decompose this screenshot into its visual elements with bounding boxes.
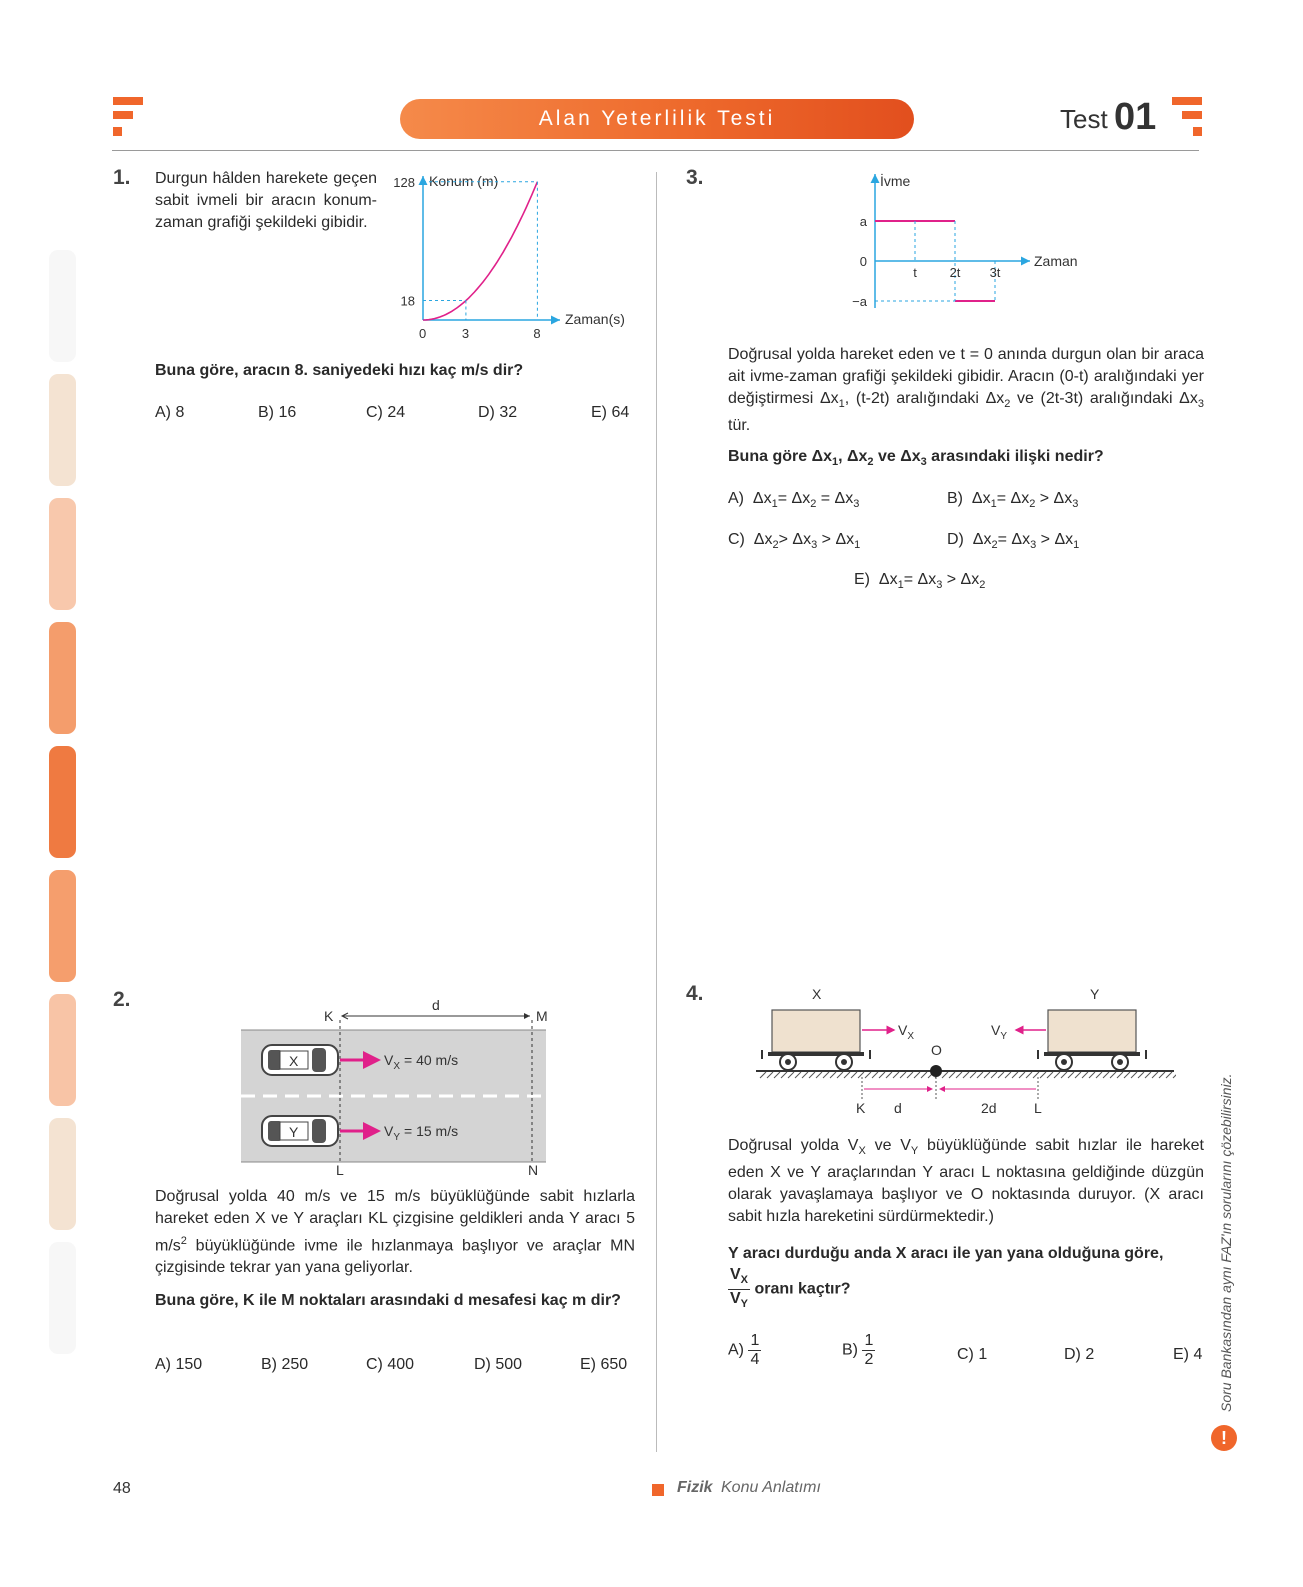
hatch-line xyxy=(1096,1072,1102,1078)
hatch-line xyxy=(893,1072,899,1078)
q1-x-label: Zaman(s) xyxy=(565,311,625,327)
q3-x-tick: t xyxy=(913,265,917,280)
hatch-line xyxy=(781,1072,787,1078)
q3-y-label: İvme xyxy=(880,173,911,189)
q4-option-c[interactable]: C) 1 xyxy=(957,1346,988,1363)
q2-option-d[interactable]: D) 500 xyxy=(474,1356,523,1373)
brand-logo-left xyxy=(113,97,143,139)
hatch-line xyxy=(984,1072,990,1078)
side-tab xyxy=(49,994,76,1106)
q3-y-tick: −a xyxy=(852,294,867,309)
label-o: O xyxy=(931,1042,942,1058)
q4-option-d[interactable]: D) 2 xyxy=(1064,1346,1095,1363)
q1-x-tick: 8 xyxy=(533,326,541,341)
q3-option-d[interactable]: D) $\Delta x_2= \Delta x_3 > \Delta x_1$ xyxy=(947,531,1080,552)
hatch-line xyxy=(886,1072,892,1078)
q1-option-b[interactable]: B) 16 xyxy=(258,404,297,421)
test-banner: Alan Yeterlilik Testi xyxy=(400,99,914,139)
q3-option-a[interactable]: A) $\Delta x_1= \Delta x_2 = \Delta x_3$ xyxy=(728,490,860,511)
hatch-line xyxy=(1103,1072,1109,1078)
hatch-line xyxy=(1124,1072,1130,1078)
hatch-line xyxy=(802,1072,808,1078)
hatch-line xyxy=(907,1072,913,1078)
q1-y-label: Konum (m) xyxy=(429,173,499,189)
hatch-line xyxy=(1159,1072,1165,1078)
car-y-label: Y xyxy=(289,1124,299,1140)
label-k: K xyxy=(324,1008,334,1024)
q2-option-a[interactable]: A) 150 xyxy=(155,1356,203,1373)
label-2d: 2d xyxy=(981,1100,997,1116)
q3-y-tick: 0 xyxy=(859,254,867,269)
hatch-line xyxy=(1061,1072,1067,1078)
hatch-line xyxy=(998,1072,1004,1078)
q2-road-diagram xyxy=(238,990,558,1175)
test-number: 01 xyxy=(1114,96,1157,138)
point-o xyxy=(930,1065,942,1077)
hatch-line xyxy=(788,1072,794,1078)
q2-option-b[interactable]: B) 250 xyxy=(261,1356,309,1373)
hatch-line xyxy=(1054,1072,1060,1078)
q1-x-tick: 0 xyxy=(419,326,427,341)
q1-option-c[interactable]: C) 24 xyxy=(366,404,406,421)
question-3-number: 3. xyxy=(686,166,704,189)
question-2-prompt: Buna göre, K ile M noktaları arasındaki d mesafesi kaç m dir? xyxy=(155,1292,621,1309)
q1-x-tick: 3 xyxy=(461,326,470,341)
hatch-line xyxy=(949,1072,955,1078)
q3-acceleration-time-graph xyxy=(840,168,1100,318)
side-tab xyxy=(49,498,76,610)
q3-option-e[interactable]: E) $\Delta x_1= \Delta x_3 > \Delta x_2$ xyxy=(854,571,986,592)
hatch-line xyxy=(1075,1072,1081,1078)
hatch-line xyxy=(1019,1072,1025,1078)
hatch-line xyxy=(823,1072,829,1078)
footer-subject: Fizik xyxy=(677,1479,713,1496)
ground-hatching xyxy=(760,1072,1176,1078)
vy-label: $V_Y$ xyxy=(991,1022,1008,1042)
header-divider xyxy=(112,150,1199,151)
question-2-number: 2. xyxy=(113,988,131,1011)
hatch-line xyxy=(816,1072,822,1078)
column-divider xyxy=(656,172,657,1452)
label-m: M xyxy=(536,1008,548,1024)
q3-x-label: Zaman xyxy=(1034,253,1078,269)
warning-icon: ! xyxy=(1211,1425,1237,1451)
q4-option-a[interactable]: A) $\frac{1}{4}$ xyxy=(728,1332,760,1368)
side-tab xyxy=(49,746,76,858)
cart-y-label: Y xyxy=(1090,986,1100,1002)
hatch-line xyxy=(1040,1072,1046,1078)
vy-label: $V_Y = 15$ m/s xyxy=(384,1123,459,1143)
q1-option-e[interactable]: E) 64 xyxy=(591,404,630,421)
side-tab xyxy=(49,870,76,982)
label-l: L xyxy=(1034,1100,1042,1116)
question-2-text: Doğrusal yolda 40 m/s ve 15 m/s büyüklüğünde sabit hızlarla hareket eden X ve Y araçları KL çizgisine geldikleri anda Y aracı 5 $m/s^2$ büyüklüğünde ivme ile hızlanmaya başlıyor ve araçlar MN çizgisinde tekrar yan yana geliyorlar. xyxy=(155,1188,635,1277)
hatch-line xyxy=(942,1072,948,1078)
side-tab xyxy=(49,250,76,362)
car-x-label: X xyxy=(289,1053,299,1069)
hatch-line xyxy=(1117,1072,1123,1078)
q2-option-e[interactable]: E) 650 xyxy=(580,1356,628,1373)
hatch-line xyxy=(970,1072,976,1078)
hatch-line xyxy=(921,1072,927,1078)
test-label: Test xyxy=(1060,104,1108,134)
question-4-ratio: $\frac{V_X}{V_Y}$ oranı kaçtır? xyxy=(728,1266,1204,1313)
q1-y-tick: 18 xyxy=(400,293,415,309)
side-tab xyxy=(49,622,76,734)
hatch-line xyxy=(865,1072,871,1078)
question-4-number: 4. xyxy=(686,982,704,1005)
hatch-line xyxy=(1110,1072,1116,1078)
hatch-line xyxy=(956,1072,962,1078)
cart-x-label: X xyxy=(812,986,822,1002)
hatch-line xyxy=(1166,1072,1172,1078)
cart-x xyxy=(762,1010,870,1070)
hatch-line xyxy=(1138,1072,1144,1078)
q3-y-tick: a xyxy=(859,214,867,229)
hatch-line xyxy=(991,1072,997,1078)
hatch-line xyxy=(1145,1072,1151,1078)
q1-option-a[interactable]: A) 8 xyxy=(155,404,185,421)
side-tab xyxy=(49,1242,76,1354)
hatch-line xyxy=(1082,1072,1088,1078)
q4-option-b[interactable]: B) $\frac{1}{2}$ xyxy=(842,1332,874,1368)
hatch-line xyxy=(1012,1072,1018,1078)
hatch-line xyxy=(1131,1072,1137,1078)
hatch-line xyxy=(914,1072,920,1078)
label-l: L xyxy=(336,1162,344,1175)
vx-label: $V_X = 40$ m/s xyxy=(384,1052,459,1072)
q4-carts-diagram xyxy=(756,985,1176,1120)
hatch-line xyxy=(900,1072,906,1078)
hatch-line xyxy=(1005,1072,1011,1078)
hatch-line xyxy=(1173,1072,1176,1078)
label-k: K xyxy=(856,1100,866,1116)
hatch-line xyxy=(767,1072,773,1078)
hatch-line xyxy=(1026,1072,1032,1078)
side-tab xyxy=(49,374,76,486)
question-4-text: Doğrusal yolda $V_X$ ve $V_Y$ büyüklüğünde sabit hızlar ile hareket eden X ve Y araçlarından Y aracı L noktasına geldiğinde düzgün olarak yavaşlamaya başlıyor ve O noktasında duruyor. (X aracı sabit hızla hareketini sürdürmektedir.) xyxy=(728,1137,1205,1226)
label-n: N xyxy=(528,1162,539,1175)
question-1-prompt: Buna göre, aracın 8. saniyedeki hızı kaç m/s dir? xyxy=(155,362,524,379)
q4-option-e[interactable]: E) 4 xyxy=(1173,1346,1203,1363)
q3-x-tick: 2t xyxy=(949,265,961,280)
q2-option-c[interactable]: C) 400 xyxy=(366,1356,415,1373)
q3-option-b[interactable]: B) $\Delta x_1= \Delta x_2 > \Delta x_3$ xyxy=(947,490,1079,511)
q1-position-time-graph xyxy=(385,168,645,343)
question-1-number: 1. xyxy=(113,166,131,189)
side-tab xyxy=(49,1118,76,1230)
question-3-text: Doğrusal yolda hareket eden ve t = 0 anında durgun olan bir araca ait ivme-zaman grafiği şekildeki gibidir. Aracın (0-t) aralığındaki yer değiştirmesi $\Delta x_1$, (t-2t) aralığındaki $\Delta x_2$ ve (2t-3t) aralığındaki $\Delta x_3$ tür. xyxy=(728,346,1204,435)
hatch-line xyxy=(872,1072,878,1078)
question-1-text: Durgun hâlden harekete geçen sabit ivmeli bir aracın konum-zaman grafiği şekildeki gibidir. xyxy=(155,170,377,231)
question-3-prompt: Buna göre $\Delta x_1$, $\Delta x_2$ ve $\Delta x_3$ arasındaki ilişki nedir? xyxy=(728,448,1104,469)
hatch-line xyxy=(1089,1072,1095,1078)
hatch-line xyxy=(844,1072,850,1078)
cart-y xyxy=(1038,1010,1146,1070)
vx-label: $V_X$ xyxy=(898,1022,915,1042)
hatch-line xyxy=(977,1072,983,1078)
q3-option-c[interactable]: C) $\Delta x_2> \Delta x_3 > \Delta x_1$ xyxy=(728,531,861,552)
hatch-line xyxy=(760,1072,766,1078)
brand-logo-right xyxy=(1172,97,1202,139)
car-y xyxy=(262,1116,338,1146)
hatch-line xyxy=(795,1072,801,1078)
ratio-vx-vy: $\frac{V_X}{V_Y}$ xyxy=(730,1266,749,1311)
hatch-line xyxy=(1068,1072,1074,1078)
hatch-line xyxy=(774,1072,780,1078)
hatch-line xyxy=(851,1072,857,1078)
label-d: d xyxy=(894,1100,902,1116)
side-note: Soru Bankasından aynı FAZ'ın sorularını çözebilirsiniz. xyxy=(1218,1073,1234,1412)
hatch-line xyxy=(809,1072,815,1078)
hatch-line xyxy=(858,1072,864,1078)
footer-square-icon xyxy=(652,1484,664,1496)
hatch-line xyxy=(879,1072,885,1078)
q1-curve xyxy=(423,182,537,320)
label-d: d xyxy=(432,997,440,1013)
hatch-line xyxy=(1047,1072,1053,1078)
footer-book: Konu Anlatımı xyxy=(721,1479,821,1496)
page-number: 48 xyxy=(113,1480,131,1497)
hatch-line xyxy=(830,1072,836,1078)
hatch-line xyxy=(1152,1072,1158,1078)
q3-x-tick: 3t xyxy=(989,265,1001,280)
hatch-line xyxy=(837,1072,843,1078)
question-4-prompt: Y aracı durduğu anda X aracı ile yan yana olduğuna göre, xyxy=(728,1245,1164,1262)
q1-option-d[interactable]: D) 32 xyxy=(478,404,518,421)
car-x xyxy=(262,1045,338,1075)
hatch-line xyxy=(963,1072,969,1078)
q1-y-tick: 128 xyxy=(393,174,415,190)
